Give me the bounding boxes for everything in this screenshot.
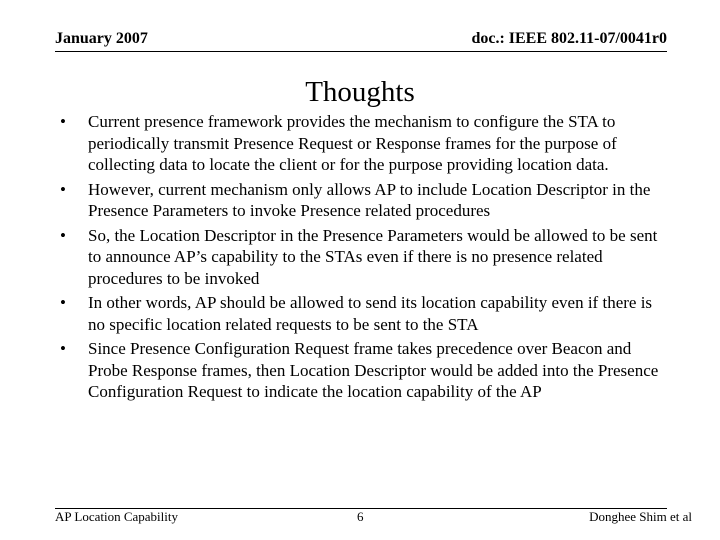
bullet-text: However, current mechanism only allows AP to include Location Descriptor in the Presence Parameters to invoke Presence related procedures <box>88 179 651 220</box>
bullet-mark: • <box>60 179 66 199</box>
header-doc-id: doc.: IEEE 802.11-07/0041r0 <box>471 30 667 47</box>
slide-title: Thoughts <box>305 76 415 108</box>
footer-section-name: AP Location Capability <box>55 509 178 524</box>
bullet-mark: • <box>60 225 66 245</box>
bullet-item <box>60 179 670 222</box>
bullet-text: So, the Location Descriptor in the Presence Parameters would be allowed to be sent to announce AP’s capability to the STAs even if there is no presence related procedures to be invoked <box>88 225 658 288</box>
bullet-item <box>60 111 670 176</box>
bullet-list <box>60 111 670 406</box>
bullet-mark: • <box>60 293 66 312</box>
bullet-item <box>60 225 670 290</box>
footer-author: Donghee Shim et al <box>589 509 692 524</box>
bullet-text: Since Presence Configuration Request frame takes precedence over Beacon and Probe Response frames, then Location Descriptor would be added into the Presence Configuration Request to indicate the location capability of the AP <box>88 339 659 401</box>
bullet-text: In other words, AP should be allowed to send its location capability even if there is no specific location related requests to be sent to the STA <box>88 293 653 334</box>
header-rule <box>55 51 667 52</box>
bullet-text: Current presence framework provides the mechanism to configure the STA to periodically transmit Presence Request or Response frames for the purpose of collecting data to locate the client or for the purpose providing location data. <box>88 112 617 174</box>
bullet-item <box>60 292 670 335</box>
bullet-item <box>60 338 670 403</box>
footer-page-number: 6 <box>357 509 364 524</box>
bullet-mark: • <box>60 112 66 131</box>
header-date: January 2007 <box>55 30 148 47</box>
bullet-mark: • <box>60 339 66 358</box>
